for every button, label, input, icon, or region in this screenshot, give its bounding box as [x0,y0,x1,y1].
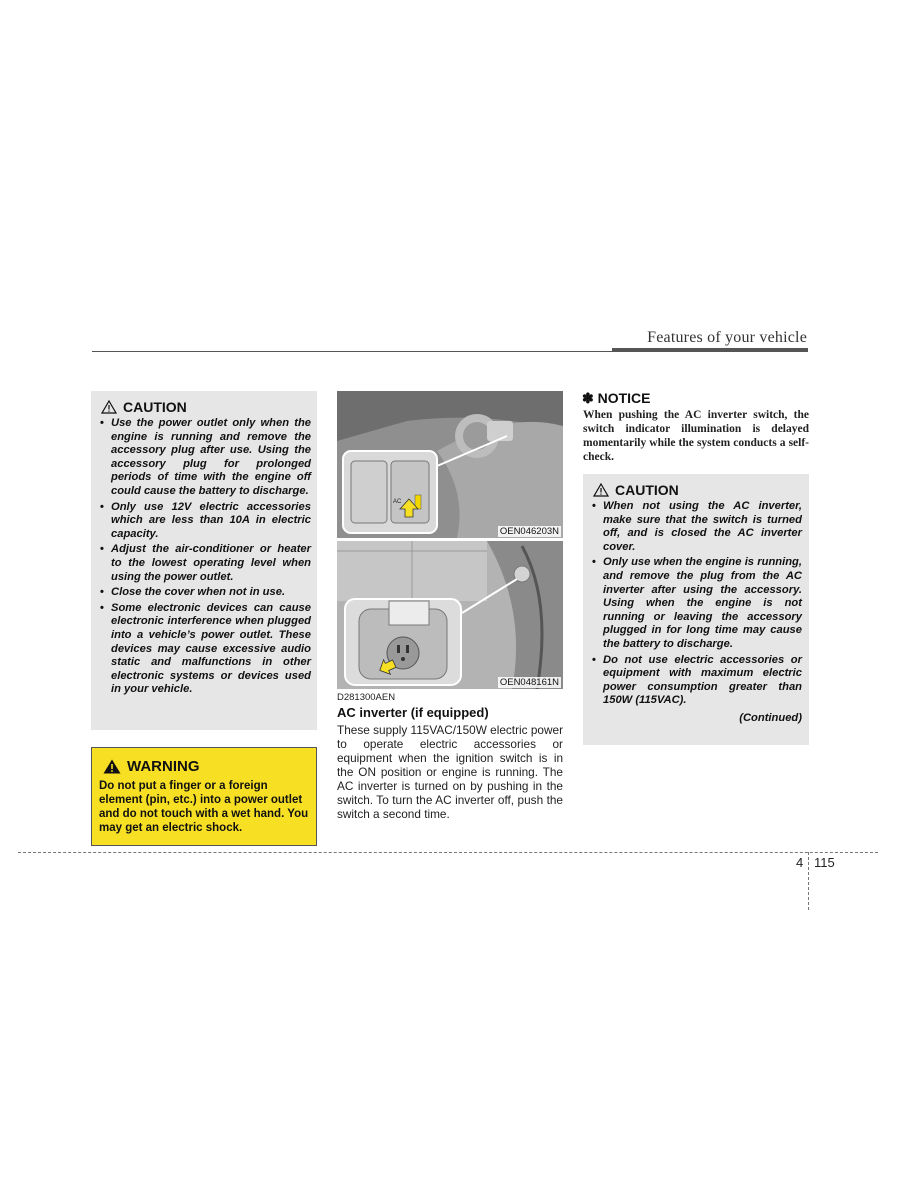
caution-box-left [91,391,317,730]
warning-box [91,747,317,846]
caution-item: • Adjust the air-conditioner or heater to the lowest operating level when using the power outlet. [99,543,311,584]
caution-item: • Close the cover when not in use. [99,586,311,600]
caution-box-right [583,474,809,745]
page-header-title: Features of your vehicle [647,329,807,346]
warning-title-text: WARNING [127,758,200,775]
caution-item: • Some electronic devices can cause electronic interference when plugged into a vehicle’s power outlet. These devices may cause excessive audio static and malfunctions in other electronic systems or devices used in your vehicle. [99,602,311,697]
caution-item: • Do not use electric accessories or equipment with maximum electric power consumption greater than 150W (115VAC). [591,654,802,708]
caution-triangle-icon [593,483,609,497]
dashboard-illustration [337,391,563,538]
chapter-number: 4 [796,855,804,870]
caution-triangle-icon [101,400,117,414]
page-number: 115 [814,855,835,870]
section-heading: AC inverter (if equipped) [337,705,489,720]
photo-label: OEN048161N [499,677,559,688]
warning-title [103,758,309,775]
dashboard-switch-photo [337,391,563,538]
warning-triangle-icon [103,759,121,774]
caution-list [99,417,311,697]
caution-title-text: CAUTION [615,482,679,498]
notice-body: When pushing the AC inverter switch, the switch indicator illumination is delayed momentarily while the system conducts a self-check. [583,409,809,463]
section-code: D281300AEN [337,692,396,703]
photo-label: OEN046203N [499,526,559,537]
caution-title-text: CAUTION [123,399,187,415]
switch-ac-text: AC [393,499,402,505]
caution-item: • Only use when the engine is running, and remove the plug from the AC inverter after using the accessory. Using when the engine is not running or leaving the accessory plugged in for long time may cause the battery to discharge. [591,556,802,651]
notice-title: ✽ NOTICE [582,390,651,406]
cargo-outlet-photo [337,541,563,689]
caution-list [591,500,802,708]
continued-label: (Continued) [739,711,802,724]
cargo-illustration [337,541,563,689]
warning-body: Do not put a finger or a foreign element (pin, etc.) into a power outlet and do not touch with a wet hand. You may get an electric shock. [99,780,309,834]
header-accent-bar [612,348,808,352]
caution-title [593,482,802,498]
footer-dashed-rule [18,852,878,853]
section-body: These supply 115VAC/150W electric power to operate electric accessories or equipment when the ignition switch is in the ON position or engine is running. The AC inverter is turned on by pushing in the switch. To turn the AC inverter off, push the switch a second time. [337,723,563,821]
caution-item: • When not using the AC inverter, make sure that the switch is turned off, and is closed the AC inverter cover. [591,500,802,554]
footer-vertical-dashed-rule [808,852,809,910]
caution-title [101,399,311,415]
caution-item: • Only use 12V electric accessories which are less than 10A in electric capacity. [99,501,311,542]
caution-item: • Use the power outlet only when the engine is running and remove the accessory plug after use. Using the accessory plug for prolonged periods of time with the engine off could cause the battery to discharge. [99,417,311,499]
